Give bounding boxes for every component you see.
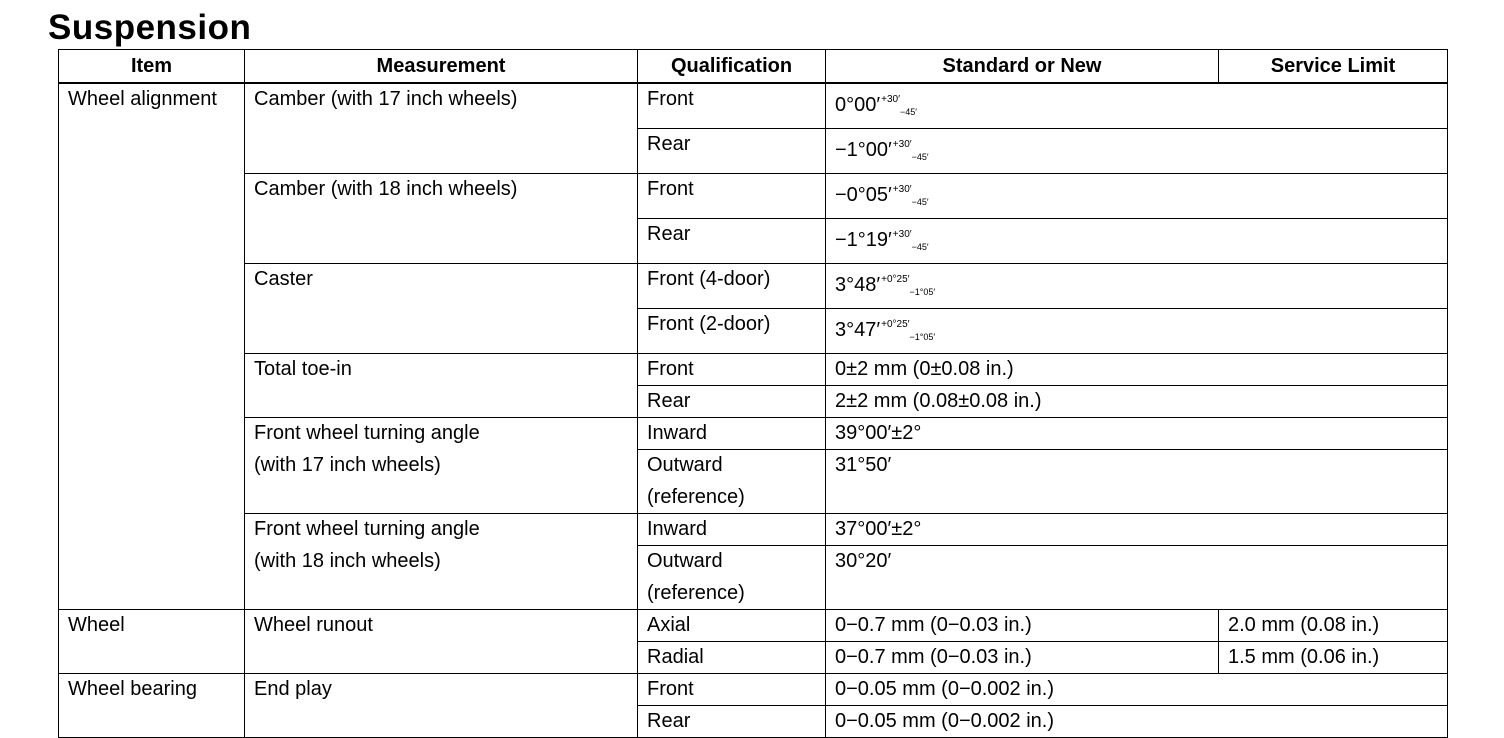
qualification: Rear [638,706,826,738]
standard-value: 2±2 mm (0.08±0.08 in.) [826,386,1448,418]
measurement-turning-angle-17: Front wheel turning angle (with 17 inch wheels) [245,418,638,514]
standard-value: 0±2 mm (0±0.08 in.) [826,354,1448,386]
standard-value: 0−0.7 mm (0−0.03 in.) [826,610,1219,642]
qualification: Rear [638,386,826,418]
header-item: Item [59,50,245,84]
measurement-wheel-runout: Wheel runout [245,610,638,674]
qualification: Radial [638,642,826,674]
standard-value: $-0^\circ 05'^{+30'}_{-45'}$ [826,174,1448,219]
qualification: Rear [638,219,826,264]
standard-value: 39°00′±2° [826,418,1448,450]
qualification: Front (2-door) [638,309,826,354]
measurement-turning-angle-18: Front wheel turning angle (with 18 inch wheels) [245,514,638,610]
table-row [59,674,1448,706]
page-title: Suspension [48,8,252,47]
measurement-caster: Caster [245,264,638,354]
standard-value: $-1^\circ 19'^{+30'}_{-45'}$ [826,219,1448,264]
qualification: Front [638,674,826,706]
table-row [59,610,1448,642]
header-measurement: Measurement [245,50,638,84]
standard-value: 31°50′ [826,450,1448,514]
measurement-end-play: End play [245,674,638,738]
table-row [59,514,1448,546]
qualification: Inward [638,418,826,450]
qualification: Rear [638,129,826,174]
measurement-camber-17: Camber (with 17 inch wheels) [245,83,638,174]
header-service-limit: Service Limit [1219,50,1448,84]
qualification: Front [638,83,826,129]
qualification: Front (4-door) [638,264,826,309]
standard-value: 0−0.05 mm (0−0.002 in.) [826,674,1448,706]
service-limit-value: 1.5 mm (0.06 in.) [1219,642,1448,674]
qualification: Outward (reference) [638,546,826,610]
standard-value: 0−0.05 mm (0−0.002 in.) [826,706,1448,738]
qualification: Inward [638,514,826,546]
standard-value: 0−0.7 mm (0−0.03 in.) [826,642,1219,674]
standard-value: $0^\circ 00'^{+30'}_{-45'}$ [826,83,1448,129]
header-standard: Standard or New [826,50,1219,84]
standard-value: $3^\circ 48'^{+0^\circ 25'}_{-1^\circ 05'}$ [826,264,1448,309]
standard-value: $3^\circ 47'^{+0^\circ 25'}_{-1^\circ 05'}$ [826,309,1448,354]
qualification: Front [638,354,826,386]
standard-value: 30°20′ [826,546,1448,610]
qualification: Axial [638,610,826,642]
service-limit-value: 2.0 mm (0.08 in.) [1219,610,1448,642]
table-header-row [59,50,1448,84]
measurement-toe-in: Total toe-in [245,354,638,418]
standard-value: 37°00′±2° [826,514,1448,546]
table-row [59,418,1448,450]
table-row [59,174,1448,219]
item-wheel: Wheel [59,610,245,674]
table-row [59,83,1448,129]
table-row [59,354,1448,386]
item-wheel-alignment: Wheel alignment [59,83,245,610]
qualification: Front [638,174,826,219]
table-row [59,264,1448,309]
qualification: Outward (reference) [638,450,826,514]
item-wheel-bearing: Wheel bearing [59,674,245,738]
suspension-spec-table [58,49,1448,738]
measurement-camber-18: Camber (with 18 inch wheels) [245,174,638,264]
standard-value: $-1^\circ 00'^{+30'}_{-45'}$ [826,129,1448,174]
header-qualification: Qualification [638,50,826,84]
